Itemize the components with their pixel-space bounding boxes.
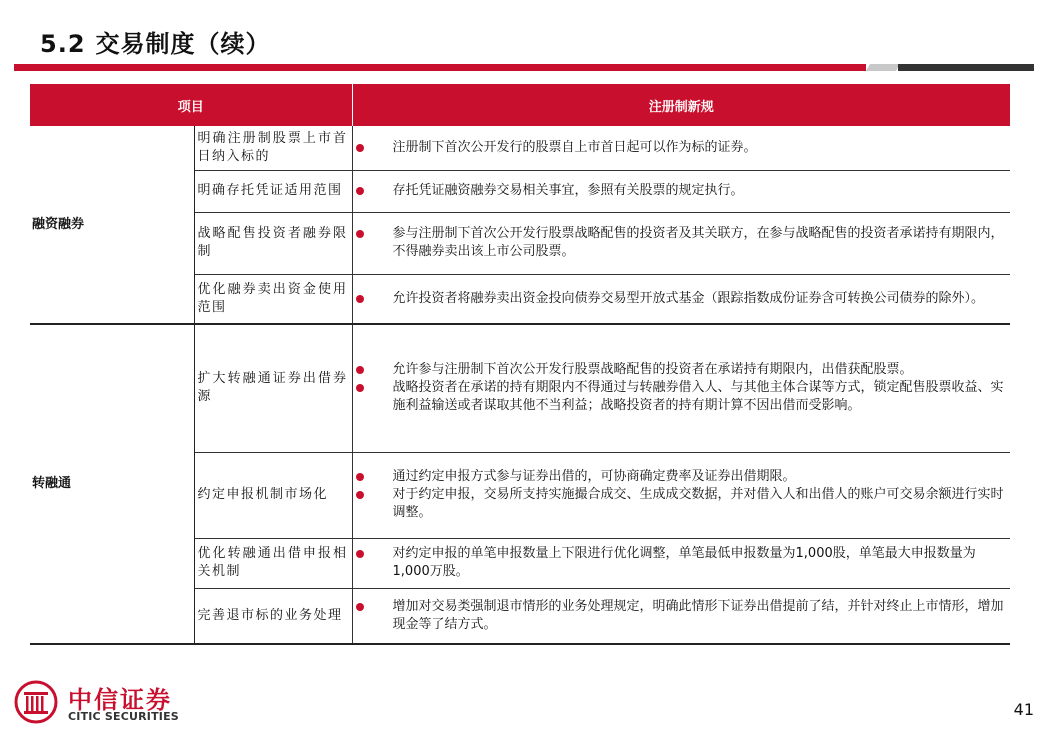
col-header-new-rules: 注册制新规 — [352, 84, 1010, 126]
bullet-text: 战略投资者在承诺的持有期限内不得通过与转融券借入人、与其他主体合谋等方式，锁定配售股票收益、实施利益输送或者谋取其他不当利益；战略投资者的持有期计算不因出借而受影响。 — [353, 379, 1011, 415]
row-item: 完善退市标的业务处理 — [194, 588, 352, 644]
table-header-row — [30, 84, 1010, 126]
row-content — [352, 452, 1010, 538]
row-item: 明确注册制股票上市首日纳入标的 — [194, 126, 352, 170]
category-margin-trading: 融资融券 — [30, 126, 194, 324]
logo-english-text: CITIC SECURITIES — [68, 710, 179, 723]
row-item: 约定申报机制市场化 — [194, 452, 352, 538]
header-rule-red — [14, 64, 866, 71]
row-content — [352, 538, 1010, 588]
col-header-item: 项目 — [30, 84, 352, 126]
row-content — [352, 274, 1010, 324]
category-refinancing: 转融通 — [30, 324, 194, 644]
bullet-text: 对约定申报的单笔申报数量上下限进行优化调整，单笔最低申报数量为1,000股，单笔最大申报数量为1,000万股。 — [353, 545, 1011, 581]
row-content — [352, 324, 1010, 452]
header-rule-dark — [898, 64, 1034, 71]
header-rule-grey — [866, 64, 900, 71]
table-row — [30, 126, 1010, 170]
bullet-text: 存托凭证融资融券交易相关事宜，参照有关股票的规定执行。 — [353, 182, 1011, 200]
bullet-text: 对于约定申报，交易所支持实施撮合成交、生成成交数据，并对借入人和出借人的账户可交易余额进行实时调整。 — [353, 486, 1011, 522]
section-number: 5.2 — [40, 30, 86, 58]
rules-table — [30, 84, 1010, 645]
page-title — [40, 24, 271, 59]
bullet-text: 参与注册制下首次公开发行股票战略配售的投资者及其关联方，在参与战略配售的投资者承诺持有期限内，不得融券卖出该上市公司股票。 — [353, 225, 1011, 261]
row-item: 战略配售投资者融券限制 — [194, 212, 352, 274]
bullet-text: 允许参与注册制下首次公开发行股票战略配售的投资者在承诺持有期限内，出借获配股票。 — [353, 361, 1011, 379]
row-content — [352, 170, 1010, 212]
logo-chinese-text: 中信证券 — [68, 686, 172, 714]
citic-logo — [14, 680, 189, 724]
row-item: 优化转融通出借申报相关机制 — [194, 538, 352, 588]
citic-logo-icon — [14, 680, 58, 724]
row-item: 优化融券卖出资金使用范围 — [194, 274, 352, 324]
row-content — [352, 588, 1010, 644]
bullet-text: 注册制下首次公开发行的股票自上市首日起可以作为标的证券。 — [353, 139, 1011, 157]
row-item: 扩大转融通证券出借券源 — [194, 324, 352, 452]
bullet-text: 通过约定申报方式参与证券出借的，可协商确定费率及证券出借期限。 — [353, 468, 1011, 486]
bullet-text: 允许投资者将融券卖出资金投向债券交易型开放式基金（跟踪指数成份证券含可转换公司债券的除外）。 — [353, 290, 1011, 308]
row-content — [352, 212, 1010, 274]
row-content — [352, 126, 1010, 170]
section-title: 交易制度（续） — [95, 30, 271, 58]
rules-table-wrap — [30, 84, 1010, 645]
row-item: 明确存托凭证适用范围 — [194, 170, 352, 212]
table-row — [30, 324, 1010, 452]
bullet-text: 增加对交易类强制退市情形的业务处理规定，明确此情形下证券出借提前了结，并针对终止上市情形，增加现金等了结方式。 — [353, 598, 1011, 634]
page-number: 41 — [1013, 700, 1034, 719]
